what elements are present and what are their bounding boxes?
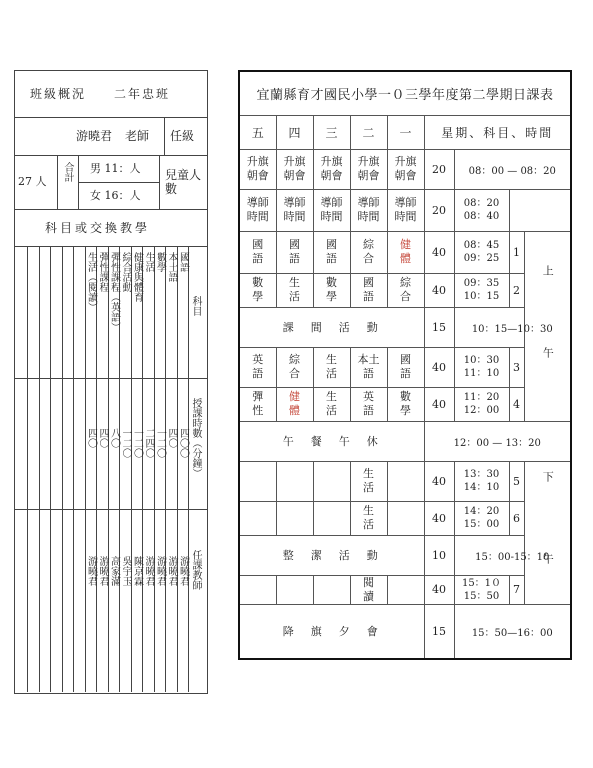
class-cell: 數 學 — [313, 273, 350, 307]
time-range: 15：50—16：00 — [454, 604, 571, 659]
subject-minutes: 八〇 — [108, 428, 120, 448]
class-cell: 閱 讀 — [350, 575, 387, 604]
morning-label: 上 午 — [524, 231, 571, 421]
time-range: 15：00-15：10 — [454, 535, 571, 575]
duration: 40 — [424, 575, 454, 604]
class-cell — [239, 575, 276, 604]
break-label: 降 旗 夕 會 — [239, 604, 424, 659]
col-subject-header: 科目 — [190, 296, 201, 316]
day-header: 五 — [239, 115, 276, 149]
class-cell: 本土 語 — [350, 347, 387, 387]
duration: 20 — [424, 189, 454, 231]
class-cell: 綜 合 — [350, 231, 387, 273]
duration: 40 — [424, 501, 454, 535]
time-pair: 10：30 11：10 — [454, 347, 509, 387]
subject-teacher: 游曉君 — [177, 556, 189, 586]
class-cell: 國 語 — [239, 231, 276, 273]
duration: 10 — [424, 535, 454, 575]
time-pair: 14：20 15：00 — [454, 501, 509, 535]
class-cell — [387, 575, 424, 604]
subject-minutes: 四〇〇 — [177, 428, 189, 458]
class-cell: 健 體 — [276, 387, 313, 421]
subject-teacher: 高家滿 — [108, 556, 120, 586]
subject-name: 健康與體育 — [131, 252, 143, 302]
class-cell: 生 活 — [313, 347, 350, 387]
period-number: 1 — [509, 231, 524, 273]
time-pair: 11：20 12：00 — [454, 387, 509, 421]
day-header: 四 — [276, 115, 313, 149]
class-cell — [239, 501, 276, 535]
subject-name: 生活（閱讀） — [85, 252, 97, 312]
class-cell: 國 語 — [276, 231, 313, 273]
class-cell: 國 語 — [387, 347, 424, 387]
class-cell: 國 語 — [350, 273, 387, 307]
subject-name: 綜合活動 — [120, 252, 131, 292]
duration: 40 — [424, 461, 454, 501]
subject-name: 數學 — [154, 252, 166, 272]
subject-name: 國語 — [177, 252, 189, 272]
time-pair: 09：35 10：15 — [454, 273, 509, 307]
break-label: 課 間 活 動 — [239, 307, 424, 347]
class-cell: 綜 合 — [387, 273, 424, 307]
class-cell: 生 活 — [313, 387, 350, 421]
teacher-name: 游曉君 — [76, 129, 113, 143]
duration: 40 — [424, 347, 454, 387]
class-cell: 生 活 — [276, 273, 313, 307]
class-cell: 英 語 — [350, 387, 387, 421]
class-cell — [387, 461, 424, 501]
class-cell — [276, 575, 313, 604]
duration: 40 — [424, 387, 454, 421]
period-number: 2 — [509, 273, 524, 307]
subject-teacher: 游曉君 — [97, 556, 108, 586]
subject-minutes: 一二〇 — [120, 428, 131, 458]
class-cell — [387, 501, 424, 535]
class-cell: 生 活 — [350, 501, 387, 535]
period-number: 6 — [509, 501, 524, 535]
role-label: 任級 — [170, 129, 195, 143]
subject-teacher: 游曉君 — [166, 556, 177, 586]
exchange-title: 科目或交換教學 — [45, 221, 151, 235]
period-number: 4 — [509, 387, 524, 421]
class-cell — [313, 461, 350, 501]
day-header: 一 — [387, 115, 424, 149]
subject-teacher: 游曉君 — [154, 556, 166, 586]
time-pair: 13：30 14：10 — [454, 461, 509, 501]
period-number — [509, 189, 571, 231]
subject-teacher: 陳京霖 — [131, 556, 143, 586]
subject-minutes: 一二〇 — [131, 428, 143, 458]
break-label: 整 潔 活 動 — [239, 535, 424, 575]
subject-teacher: 游曉君 — [143, 556, 154, 586]
class-cell: 升旗 朝會 — [387, 149, 424, 189]
class-header: 班級概況 二年忠班 — [30, 87, 171, 101]
class-cell: 導師 時間 — [276, 189, 313, 231]
class-cell: 導師 時間 — [350, 189, 387, 231]
time-range: 10：15—10：30 — [454, 307, 571, 347]
schedule-title: 宜蘭縣育才國民小學一０三學年度第二學期日課表 — [239, 71, 571, 115]
header-label: 星期、科目、時間 — [424, 115, 571, 149]
class-cell: 升旗 朝會 — [239, 149, 276, 189]
boys-count: 男 11：人 — [90, 162, 141, 175]
afternoon-label: 下 午 — [524, 461, 571, 604]
duration: 15 — [424, 604, 454, 659]
period-number: 3 — [509, 347, 524, 387]
children-label: 兒童人數 — [165, 168, 202, 196]
class-cell: 升旗 朝會 — [276, 149, 313, 189]
subject-minutes: 一二〇 — [154, 428, 166, 458]
class-cell: 健 體 — [387, 231, 424, 273]
class-cell: 導師 時間 — [239, 189, 276, 231]
class-cell: 升旗 朝會 — [313, 149, 350, 189]
class-cell — [239, 461, 276, 501]
time-range: 08：00 — 08：20 — [454, 149, 571, 189]
subject-minutes: 四〇 — [97, 428, 108, 448]
daily-schedule-table — [238, 70, 572, 660]
time-pair: 15：1０ 15：50 — [454, 575, 509, 604]
col-teacher-header: 任課教師 — [190, 550, 201, 590]
subject-minutes: 二四〇 — [143, 428, 154, 458]
class-cell: 導師 時間 — [387, 189, 424, 231]
class-cell: 數 學 — [387, 387, 424, 421]
class-cell — [313, 501, 350, 535]
class-cell: 彈 性 — [239, 387, 276, 421]
day-header: 二 — [350, 115, 387, 149]
period-number: 5 — [509, 461, 524, 501]
duration: 20 — [424, 149, 454, 189]
subject-name: 生活 — [143, 252, 154, 272]
break-label: 午 餐 午 休 — [239, 421, 424, 461]
time-pair: 08：20 08：40 — [454, 189, 509, 231]
class-cell: 導師 時間 — [313, 189, 350, 231]
class-cell: 升旗 朝會 — [350, 149, 387, 189]
day-header: 三 — [313, 115, 350, 149]
subject-teacher: 游曉君 — [85, 556, 97, 586]
duration: 15 — [424, 307, 454, 347]
total-count: 27 人 — [18, 175, 47, 188]
duration: 40 — [424, 231, 454, 273]
col-minutes-header: 授課時數（分鐘） — [190, 398, 201, 478]
total-label: 合計 — [62, 162, 73, 182]
class-cell: 數 學 — [239, 273, 276, 307]
teacher-label: 老師 — [125, 129, 150, 143]
girls-count: 女 16：人 — [90, 189, 141, 202]
class-cell: 英 語 — [239, 347, 276, 387]
class-cell: 綜 合 — [276, 347, 313, 387]
time-range: 12：00 — 13：20 — [424, 421, 571, 461]
time-pair: 08：45 09：25 — [454, 231, 509, 273]
class-cell: 國 語 — [313, 231, 350, 273]
subject-name: 彈性課程（英語） — [108, 252, 120, 332]
class-cell — [276, 501, 313, 535]
subject-name: 彈性課程 — [97, 252, 108, 292]
class-cell — [276, 461, 313, 501]
class-cell: 生 活 — [350, 461, 387, 501]
subject-teacher: 吳宇玉 — [120, 556, 131, 586]
subject-name: 本土語 — [166, 252, 177, 282]
subject-minutes: 四〇 — [85, 428, 97, 448]
period-number: 7 — [509, 575, 524, 604]
subject-minutes: 四〇 — [166, 428, 177, 448]
class-cell — [313, 575, 350, 604]
duration: 40 — [424, 273, 454, 307]
